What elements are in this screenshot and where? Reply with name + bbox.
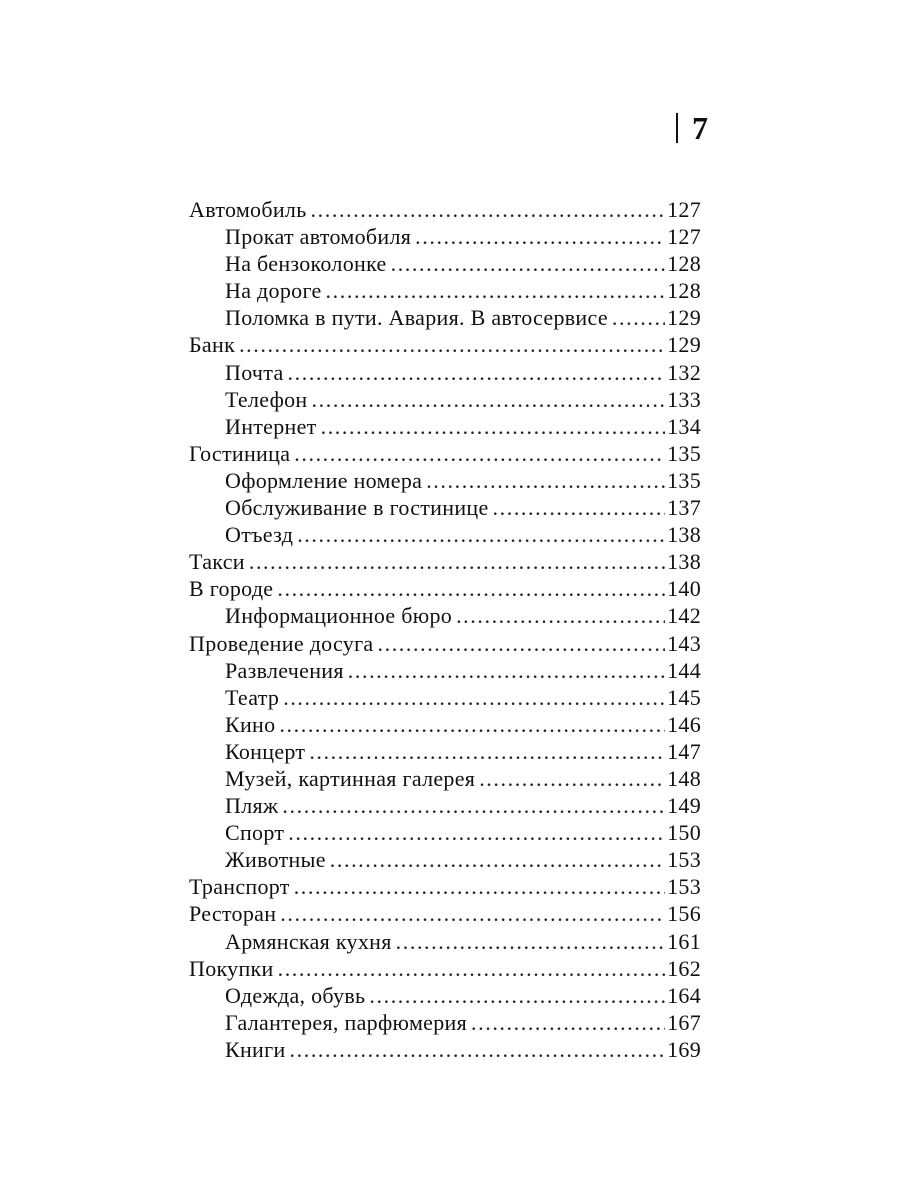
toc-entry-title: Галантерея, парфюмерия: [225, 1009, 468, 1035]
toc-subentry: [189, 765, 701, 792]
toc-subentry: [189, 1036, 701, 1063]
toc-entry-page: 143: [667, 630, 701, 656]
toc-entry-title: На бензоколонке: [225, 251, 387, 277]
toc-entry-title: Почта: [225, 359, 284, 385]
toc-entry-page: 167: [667, 1009, 701, 1035]
toc-dot-leader: [279, 711, 665, 738]
page-number: 7: [692, 110, 708, 146]
toc-dot-leader: [249, 548, 665, 575]
toc-subentry: [189, 413, 701, 440]
toc-entry-page: 135: [667, 440, 701, 466]
toc-subentry: [189, 494, 701, 521]
toc-subentry: [189, 386, 701, 413]
toc-entry-page: 134: [667, 413, 701, 439]
toc-entry-page: 127: [667, 224, 701, 250]
toc-entry-title: Театр: [225, 684, 280, 710]
toc-subentry: [189, 711, 701, 738]
header-divider: [676, 113, 678, 143]
toc-dot-leader: [391, 250, 666, 277]
toc-subentry: [189, 223, 701, 250]
toc-subentry: [189, 304, 701, 331]
toc-entry-title: Гостиница: [189, 440, 291, 466]
toc-entry-title: Информационное бюро: [225, 603, 453, 629]
toc-entry: [189, 548, 701, 575]
toc-entry: [189, 955, 701, 982]
toc-entry-page: 150: [667, 820, 701, 846]
toc-subentry: [189, 928, 701, 955]
toc-entry-title: Отъезд: [225, 522, 294, 548]
toc-dot-leader: [278, 955, 665, 982]
toc-dot-leader: [479, 765, 665, 792]
toc-entry-page: 133: [667, 386, 701, 412]
toc-entry-page: 144: [667, 657, 701, 683]
toc-entry-title: Транспорт: [189, 874, 290, 900]
toc-dot-leader: [369, 982, 665, 1009]
toc-entry-page: 127: [667, 197, 701, 222]
toc-entry-page: 137: [667, 495, 701, 521]
toc-dot-leader: [282, 792, 665, 819]
toc-entry-title: Ресторан: [189, 901, 277, 927]
toc-entry-page: 138: [667, 549, 701, 575]
toc-entry-page: 148: [667, 765, 701, 791]
toc-entry-page: 129: [667, 305, 701, 331]
toc-dot-leader: [348, 657, 665, 684]
toc-entry-page: 161: [667, 928, 701, 954]
toc-dot-leader: [297, 521, 665, 548]
toc-entry: [189, 440, 701, 467]
toc-dot-leader: [471, 1009, 665, 1036]
toc-dot-leader: [612, 304, 665, 331]
toc-entry: [189, 900, 701, 927]
toc-dot-leader: [415, 223, 665, 250]
toc-entry-title: Кино: [225, 711, 276, 737]
toc-entry-page: 129: [667, 332, 701, 358]
toc-dot-leader: [378, 630, 666, 657]
toc-entry-page: 132: [667, 359, 701, 385]
toc-entry-title: Животные: [225, 847, 326, 873]
toc-entry-page: 145: [667, 684, 701, 710]
toc-entry-title: Развлечения: [225, 657, 344, 683]
toc-dot-leader: [426, 467, 665, 494]
toc-entry-page: 142: [667, 603, 701, 629]
toc-entry-page: 146: [667, 711, 701, 737]
toc-entry-page: 153: [667, 847, 701, 873]
toc-subentry: [189, 250, 701, 277]
toc-entry-page: 149: [667, 793, 701, 819]
toc-entry-title: Пляж: [225, 793, 279, 819]
toc-entry-title: В городе: [189, 576, 274, 602]
toc-entry-title: Интернет: [225, 413, 317, 439]
toc-entry-page: 153: [667, 874, 701, 900]
toc-dot-leader: [294, 440, 665, 467]
toc-subentry: [189, 792, 701, 819]
toc-dot-leader: [493, 494, 666, 521]
toc-entry-title: Такси: [189, 549, 245, 575]
toc-entry: [189, 196, 701, 223]
toc-dot-leader: [239, 331, 665, 358]
toc-entry-title: Оформление номера: [225, 467, 423, 493]
toc-dot-leader: [311, 196, 666, 223]
toc-entry-title: Обслуживание в гостинице: [225, 495, 489, 521]
toc-entry-page: 162: [667, 955, 701, 981]
toc-entry: [189, 331, 701, 358]
toc-entry-page: 135: [667, 467, 701, 493]
toc-entry: [189, 575, 701, 602]
toc-dot-leader: [294, 873, 665, 900]
toc-entry-title: Армянская кухня: [225, 928, 392, 954]
toc-subentry: [189, 277, 701, 304]
table-of-contents: [189, 196, 701, 1063]
toc-entry-page: 169: [667, 1036, 701, 1062]
toc-subentry: [189, 359, 701, 386]
toc-entry-title: Телефон: [225, 386, 308, 412]
toc-entry-page: 164: [667, 982, 701, 1008]
toc-subentry: [189, 521, 701, 548]
toc-entry-title: Спорт: [225, 820, 285, 846]
toc-subentry: [189, 738, 701, 765]
toc-entry-title: Прокат автомобиля: [225, 224, 412, 250]
toc-dot-leader: [280, 900, 665, 927]
toc-dot-leader: [456, 602, 665, 629]
toc-dot-leader: [288, 819, 665, 846]
toc-entry-title: Автомобиль: [189, 197, 307, 222]
toc-subentry: [189, 982, 701, 1009]
toc-entry-page: 147: [667, 738, 701, 764]
toc-dot-leader: [396, 928, 665, 955]
toc-entry-title: Музей, картинная галерея: [225, 765, 476, 791]
toc-entry-title: Концерт: [225, 738, 306, 764]
toc-entry-title: Покупки: [189, 955, 274, 981]
toc-dot-leader: [309, 738, 665, 765]
toc-subentry: [189, 684, 701, 711]
toc-entry-page: 128: [667, 278, 701, 304]
toc-entry-title: На дороге: [225, 278, 322, 304]
toc-dot-leader: [288, 359, 666, 386]
toc-dot-leader: [321, 413, 666, 440]
toc-entry-title: Поломка в пути. Авария. В автосервисе: [225, 305, 608, 331]
toc-entry-title: Одежда, обувь: [225, 982, 366, 1008]
toc-entry-title: Проведение досуга: [189, 630, 374, 656]
toc-entry-page: 128: [667, 251, 701, 277]
toc-subentry: [189, 819, 701, 846]
page-header: [676, 108, 708, 148]
toc-subentry: [189, 657, 701, 684]
toc-entry-page: 140: [667, 576, 701, 602]
toc-entry-title: Банк: [189, 332, 236, 358]
toc-entry-title: Книги: [225, 1036, 286, 1062]
toc-entry-page: 138: [667, 522, 701, 548]
toc-subentry: [189, 467, 701, 494]
toc-entry: [189, 873, 701, 900]
toc-dot-leader: [283, 684, 665, 711]
toc-entry: [189, 630, 701, 657]
toc-dot-leader: [312, 386, 666, 413]
toc-entry-page: 156: [667, 901, 701, 927]
toc-dot-leader: [326, 277, 666, 304]
toc-dot-leader: [277, 575, 665, 602]
toc-dot-leader: [290, 1036, 666, 1063]
toc-subentry: [189, 1009, 701, 1036]
toc-subentry: [189, 846, 701, 873]
toc-dot-leader: [330, 846, 665, 873]
toc-subentry: [189, 602, 701, 629]
